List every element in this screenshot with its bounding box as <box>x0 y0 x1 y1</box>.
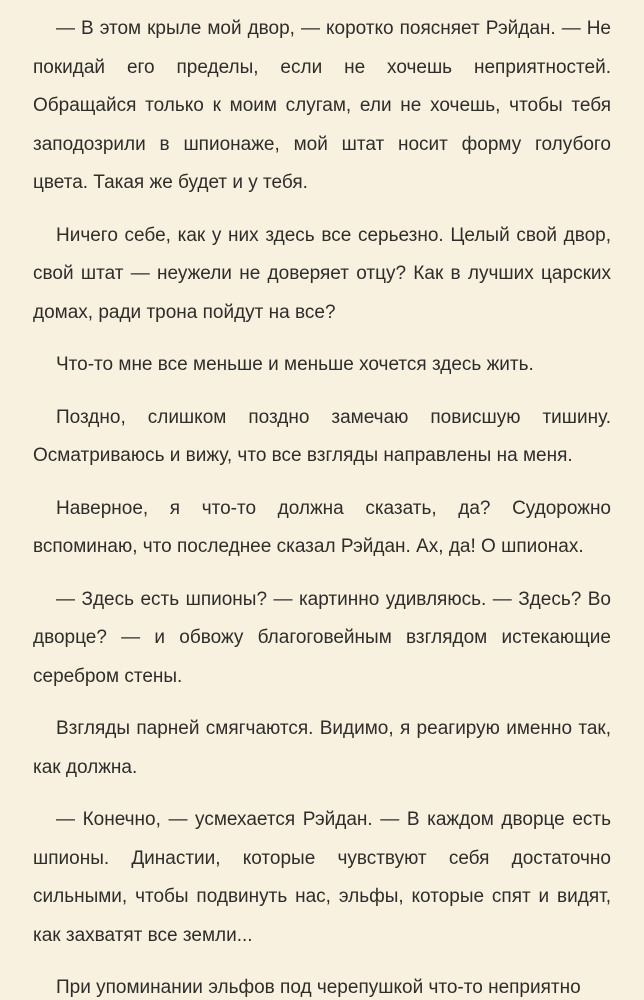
paragraph-6: — Здесь есть шпионы? — картинно удивляюсь. — Здесь? Во дворце? — и обвожу благоговейным взглядом истекающие серебром стены. <box>33 588 611 687</box>
paragraph-2: Ничего себе, как у них здесь все серьезно. Целый свой двор, свой штат — неужели не доверяет отцу? Как в лучших царских домах, ради трона пойдут на все? <box>33 224 611 323</box>
paragraph-9: При упоминании эльфов под черепушкой что-то неприятно <box>56 977 581 998</box>
paragraph-4: Поздно, слишком поздно замечаю повисшую тишину. Осматриваюсь и вижу, что все взгляды направлены на меня. <box>33 406 611 466</box>
paragraph-8: — Конечно, — усмехается Рэйдан. — В каждом дворце есть шпионы. Династии, которые чувствуют себя достаточно сильными, чтобы подвинуть нас, эльфы, которые спят и видят, как захватят все земли... <box>33 809 611 946</box>
paragraph-3: Что-то мне все меньше и меньше хочется здесь жить. <box>56 354 534 375</box>
paragraph-7: Взгляды парней смягчаются. Видимо, я реагирую именно так, как должна. <box>33 718 611 778</box>
text-column <box>33 10 611 1000</box>
paragraph-1: — В этом крыле мой двор, — коротко поясняет Рэйдан. — Не покидай его пределы, если не хочешь неприятностей. Обращайся только к моим слугам, ели не хочешь, чтобы тебя заподозрили в шпионаже, мой штат носит форму голубого цвета. Такая же будет и у тебя. <box>33 18 611 193</box>
paragraph-5: Наверное, я что-то должна сказать, да? Судорожно вспоминаю, что последнее сказал Рэйдан. Ах, да! О шпионах. <box>33 497 611 557</box>
